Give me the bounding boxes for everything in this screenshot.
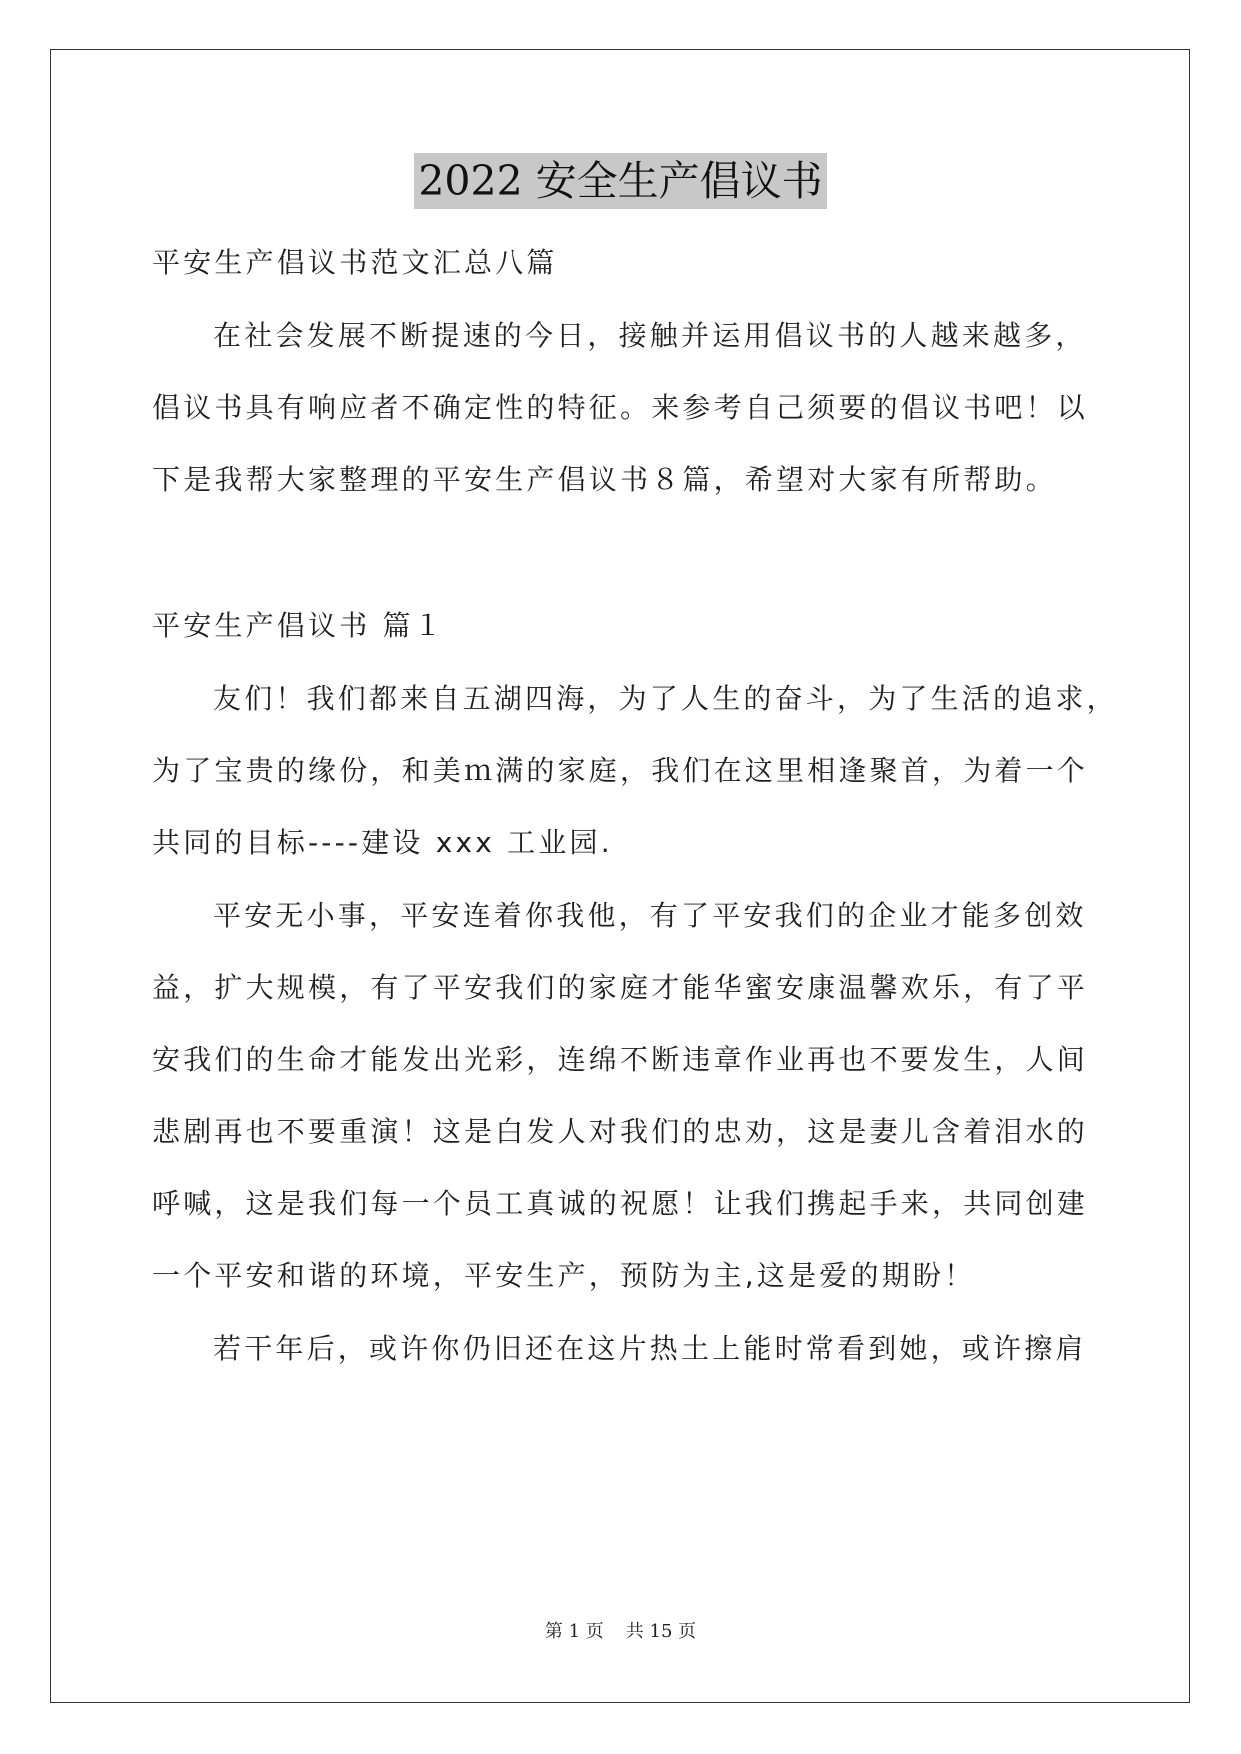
- document-subtitle: 平安生产倡议书范文汇总八篇: [152, 246, 558, 279]
- paragraph-line: 安我们的生命才能发出光彩，连绵不断违章作业再也不要发生，人间: [152, 1043, 1089, 1076]
- title-wrap: [0, 153, 1241, 209]
- intro-line: 下是我帮大家整理的平安生产倡议书８篇，希望对大家有所帮助。: [152, 463, 1057, 496]
- document-title: 2022 安全生产倡议书: [414, 153, 826, 209]
- paragraph-line: 为了宝贵的缘份，和美ｍ满的家庭，我们在这里相逢聚首，为着一个: [152, 754, 1089, 787]
- page-number: 第 1 页: [544, 1621, 604, 1642]
- paragraph-line: 共同的目标----建设 xxx 工业园.: [152, 826, 613, 859]
- paragraph-line: 悲剧再也不要重演！这是白发人对我们的忠劝，这是妻儿含着泪水的: [152, 1115, 1089, 1148]
- page-border: [50, 49, 1190, 1703]
- paragraph-line: 友们！我们都来自五湖四海，为了人生的奋斗，为了生活的追求，: [213, 682, 1118, 715]
- paragraph-line: 益，扩大规模，有了平安我们的家庭才能华蜜安康温馨欢乐，有了平: [152, 971, 1089, 1004]
- paragraph-line: 若干年后，或许你仍旧还在这片热土上能时常看到她，或许擦肩: [213, 1332, 1087, 1365]
- section-heading: 平安生产倡议书 篇１: [152, 609, 445, 642]
- paragraph-line: 呼喊，这是我们每一个员工真诚的祝愿！让我们携起手来，共同创建: [152, 1187, 1089, 1220]
- intro-line: 倡议书具有响应者不确定性的特征。来参考自己须要的倡议书吧！以: [152, 391, 1089, 424]
- intro-line: 在社会发展不断提速的今日，接触并运用倡议书的人越来越多，: [213, 319, 1087, 352]
- page-total: 共 15 页: [625, 1621, 697, 1642]
- paragraph-line: 一个平安和谐的环境，平安生产，预防为主,这是爱的期盼！: [152, 1259, 976, 1292]
- paragraph-line: 平安无小事，平安连着你我他，有了平安我们的企业才能多创效: [213, 899, 1087, 932]
- page-footer: [0, 1620, 1241, 1644]
